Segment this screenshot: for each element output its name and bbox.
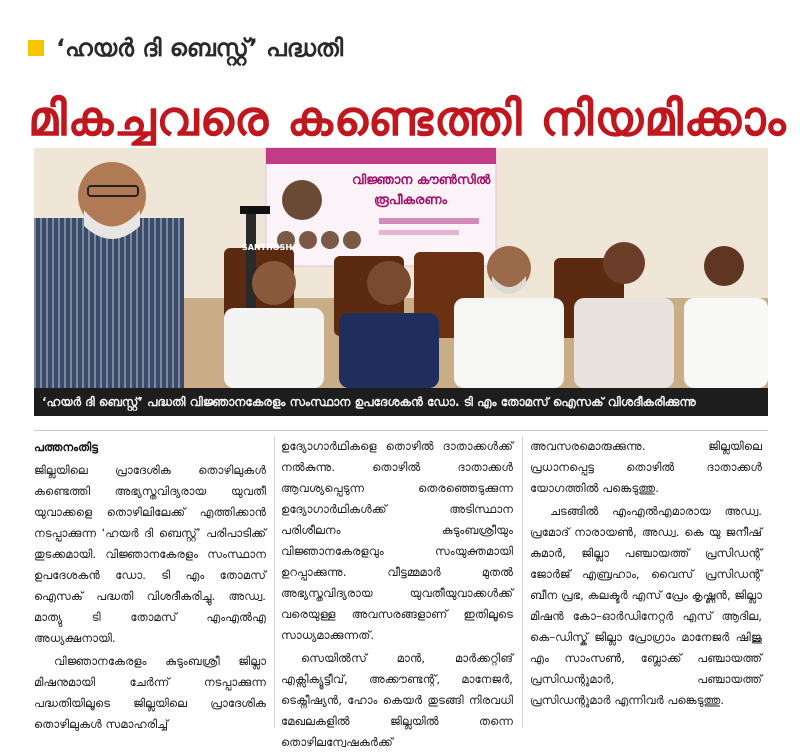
article-column-2 bbox=[281, 436, 513, 755]
article-column-3 bbox=[530, 436, 762, 713]
news-photo bbox=[34, 148, 768, 388]
kicker bbox=[28, 30, 343, 66]
paragraph: അവസരമൊരുക്കുന്നു. ജില്ലയിലെ പ്രധാനപ്പെട്ട തൊഴിൽ ദാതാക്കൾ യോഗത്തിൽ പങ്കെടുത്തു. bbox=[530, 439, 762, 495]
headline: മികച്ചവരെ കണ്ടെത്തി നിയമിക്കാം bbox=[28, 91, 787, 147]
photo-caption: ‘ഹയർ ദി ബെസ്റ്റ്’ പദ്ധതി വിജ്ഞാനകേരളം സംസ്ഥാന ഉപദേശകൻ ഡോ. ടി എം തോമസ് ഐസക് വിശദീകരിക്കുന്നു bbox=[34, 388, 768, 416]
dateline: പത്തനംതിട്ട bbox=[34, 440, 99, 454]
column-divider bbox=[522, 436, 523, 728]
paragraph: ഉദ്യോഗാർഥികളെ തൊഴിൽ ദാതാക്കൾക്ക് നൽകുന്നു. തൊഴിൽ ദാതാക്കൾ ആവശ്യപ്പെടുന്ന തെരഞ്ഞെടുക്കുന്ന ഉദ്യോഗാർഥികൾക്ക് അടിസ്ഥാന പരിശീലനം കുടുംബശ്രീയും വിജ്ഞാനകേരളവും സംയുക്തമായി ഉറപ്പാക്കുന്നു. വീട്ടമ്മമാർ മുതൽ അഭ്യസ്തവിദ്യരായ യുവതീയുവാക്കൾക്ക് വരെയുള്ള അവസരങ്ങളാണ് ഇതിലൂടെ സാധ്യമാക്കുന്നത്. bbox=[281, 439, 513, 642]
podium-label: SANTHOSH bbox=[242, 243, 293, 252]
kicker-text: ‘ഹയർ ദി ബെസ്റ്റ്’ പദ്ധതി bbox=[56, 34, 344, 62]
kicker-bullet bbox=[28, 40, 44, 56]
banner bbox=[266, 148, 496, 266]
paragraph: ചടങ്ങിൽ എംഎൽഎമാരായ അഡ്വ. പ്രമോദ് നാരായൺ, അഡ്വ. കെ യു ജനീഷ് കുമാർ, ജില്ലാ പഞ്ചായത്ത് പ്രസിഡന്റ് ജോർജ് എബ്രഹാം, വൈസ് പ്രസിഡന്റ് ബീന പ്രഭ, കലക്ടർ എസ് പ്രേം കൃഷ്ണൻ, ജില്ലാ മിഷൻ കോ–ഓർഡിനേറ്റർ എസ് ആദില, കെ–ഡിസ്ക് ജില്ലാ പ്രോഗ്രാം മാനേജർ ഷിജു എം സാംസൺ, ബ്ലോക്ക് പഞ്ചായത്ത് പ്രസിഡന്റുമാർ, പഞ്ചായത്ത് പ്രസിഡന്റുമാർ എന്നിവർ പങ്കെടുത്തു. bbox=[530, 504, 762, 707]
article-column-1 bbox=[34, 436, 266, 737]
banner-line1: വിജ്ഞാന കൗൺസിൽ bbox=[352, 173, 491, 188]
banner-line2: രൂപീകരണം bbox=[374, 193, 448, 208]
paragraph: സെയിൽസ് മാൻ, മാർക്കറ്റിങ് എക്സിക്യൂട്ടീവ്, അക്കൗണ്ടന്റ്, മാനേജർ, ടെക്നീഷ്യൻ, ഹോം കെയർ തുടങ്ങി നിരവധി മേഖലകളിൽ ജില്ലയിൽ തന്നെ തൊഴിലന്വേഷകർക്ക് bbox=[281, 651, 513, 749]
column-divider bbox=[274, 436, 275, 728]
divider bbox=[34, 430, 768, 431]
photo-illustration bbox=[34, 148, 768, 388]
paragraph: ജില്ലയിലെ പ്രാദേശിക തൊഴിലുകൾ കണ്ടെത്തി അഭ്യസ്തവിദ്യരായ യുവതീ യുവാക്കളെ തൊഴിലിലേക്ക് എത്തിക്കാൻ നടപ്പാക്കുന്ന ‘ഹയർ ദി ബെസ്റ്റ്’ പരിപാടിക്ക് തുടക്കമായി. വിജ്ഞാനകേരളം സംസ്ഥാന ഉപദേശകൻ ഡോ. ടി എം തോമസ് ഐസക് പദ്ധതി വിശദീകരിച്ചു. അഡ്വ. മാത്യു ടി തോമസ് എംഎൽഎ അധ്യക്ഷനായി. bbox=[34, 463, 266, 645]
paragraph: വിജ്ഞാനകേരളം കുടുംബശ്രീ ജില്ലാ മിഷനുമായി ചേർന്ന് നടപ്പാക്കുന്ന പദ്ധതിയിലൂടെ ജില്ലയിലെ പ്രാദേശിക തൊഴിലുകൾ സമാഹരിച്ച് bbox=[34, 654, 266, 731]
